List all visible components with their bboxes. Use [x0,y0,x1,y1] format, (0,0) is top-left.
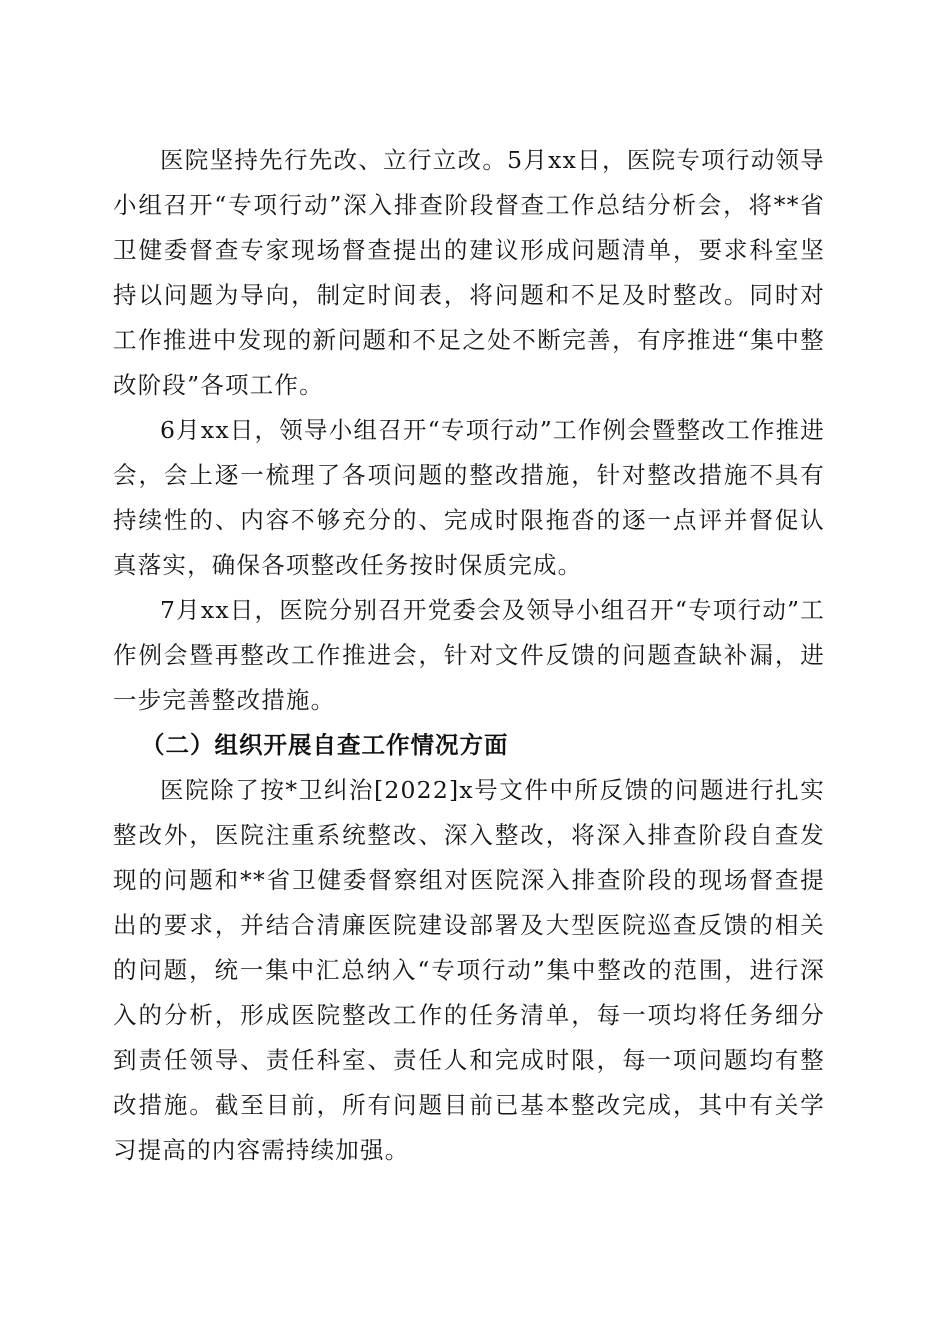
document-body [113,138,825,1173]
paragraph-self-inspection: 医院除了按*卫纠治[2022]x号文件中所反馈的问题进行扎实整改外，医院注重系统整改、深入整改，将深入排查阶段自查发现的问题和**省卫健委督察组对医院深入排查阶段的现场督查提出的要求，并结合清廉医院建设部署及大型医院巡查反馈的相关的问题，统一集中汇总纳入“专项行动”集中整改的范围，进行深入的分析，形成医院整改工作的任务清单，每一项均将任务细分到责任领导、责任科室、责任人和完成时限，每一项问题均有整改措施。截至目前，所有问题目前已基本整改完成，其中有关学习提高的内容需持续加强。 [113,776,825,1164]
paragraph-july-meeting: 7月xx日，医院分别召开党委会及领导小组召开“专项行动”工作例会暨再整改工作推进会，针对文件反馈的问题查缺补漏，进一步完善整改措施。 [113,596,825,714]
paragraph-may-rectification: 医院坚持先行先改、立行立改。5月xx日，医院专项行动领导小组召开“专项行动”深入排查阶段督查工作总结分析会，将**省卫健委督查专家现场督查提出的建议形成问题清单，要求科室坚持以问题为导向，制定时间表，将问题和不足及时整改。同时对工作推进中发现的新问题和不足之处不断完善，有序推进“集中整改阶段”各项工作。 [113,146,825,399]
paragraph-june-meeting: 6月xx日，领导小组召开“专项行动”工作例会暨整改工作推进会，会上逐一梳理了各项问题的整改措施，针对整改措施不具有持续性的、内容不够充分的、完成时限拖沓的逐一点评并督促认真落实，确保各项整改任务按时保质完成。 [113,416,825,579]
section-heading-self-inspection: （二）组织开展自查工作情况方面 [141,731,509,759]
